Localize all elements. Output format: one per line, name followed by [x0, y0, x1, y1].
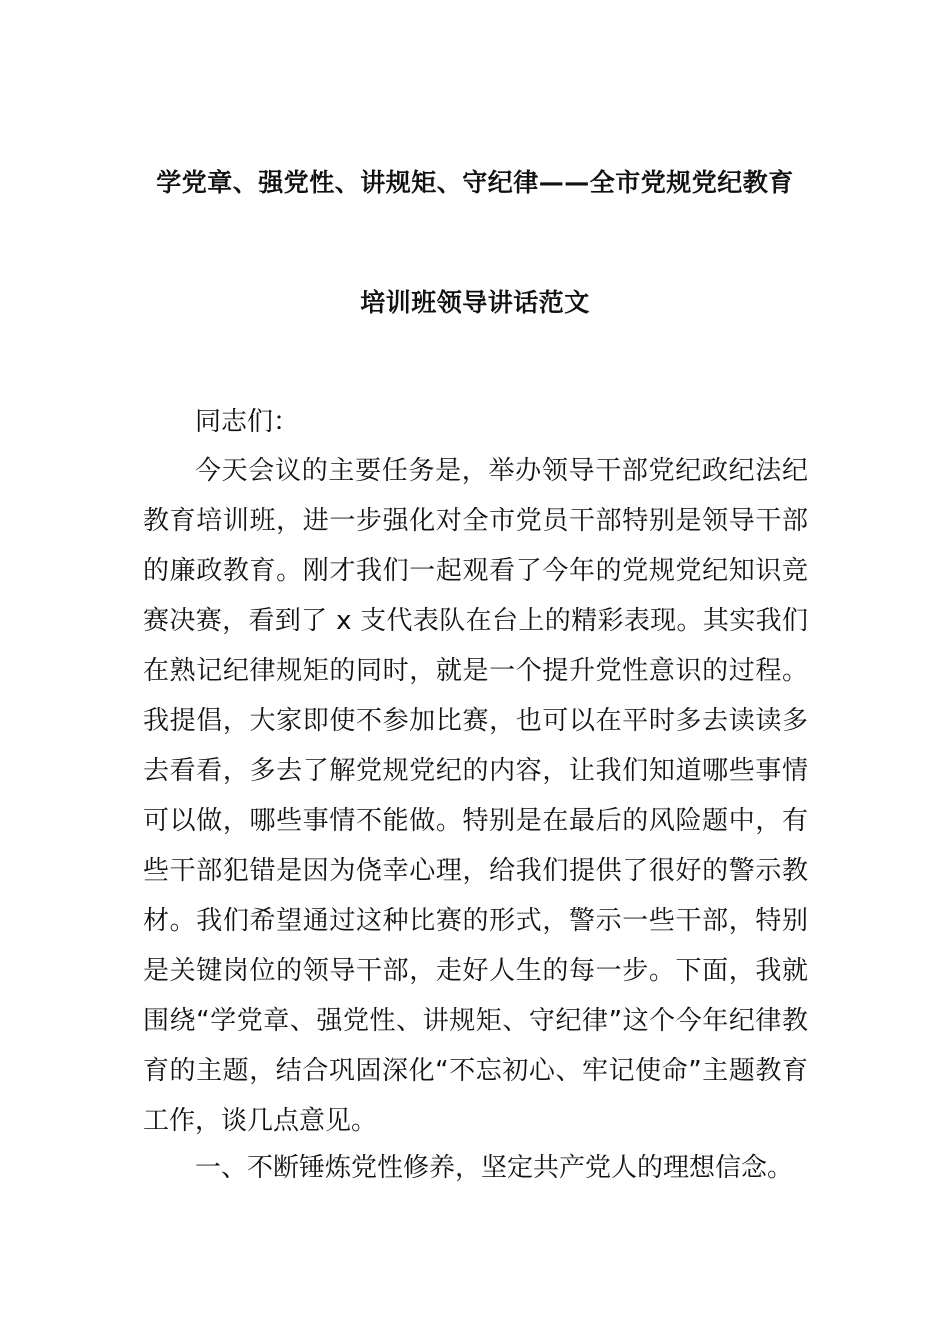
section-heading: 一、不断锤炼党性修养，坚定共产党人的理想信念。: [195, 1153, 794, 1183]
salutation: 同志们：: [195, 407, 300, 437]
document-title-line-1: 学党章、强党性、讲规矩、守纪律——全市党规党纪教育: [156, 168, 794, 197]
body-paragraph: 今天会议的主要任务是，举办领导干部党纪政纪法纪教育培训班，进一步强化对全市党员干部特别是领导干部的廉政教育。刚才我们一起观看了今年的党规党纪知识竞赛决赛，看到了 x 支代表队在台上的精彩表现。其实我们在熟记纪律规矩的同时，就是一个提升党性意识的过程。我提倡，大家即使不参加比赛，也可以在平时多去读读多去看看，多去了解党规党纪的内容，让我们知道哪些事情可以做，哪些事情不能做。特别是在最后的风险题中，有些干部犯错是因为侥幸心理，给我们提供了很好的警示教材。我们希望通过这种比赛的形式，警示一些干部，特别是关键岗位的领导干部，走好人生的每一步。下面，我就围绕“学党章、强党性、讲规矩、守纪律”这个今年纪律教育的主题，结合巩固深化“不忘初心、牢记使命”主题教育工作，谈几点意见。: [143, 456, 808, 1136]
document-title-line-2: 培训班领导讲话范文: [360, 288, 590, 317]
